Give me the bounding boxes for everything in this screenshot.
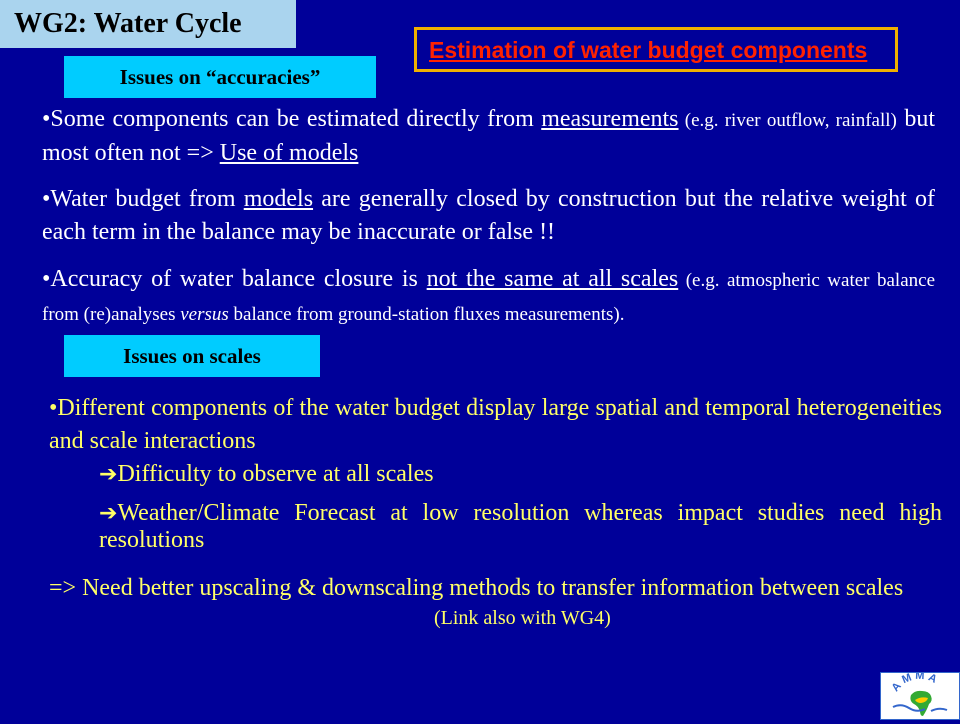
amma-logo-graphic — [881, 673, 959, 719]
models-underline: models — [243, 186, 314, 212]
slide-title: WG2: Water Cycle — [0, 0, 296, 48]
svg-text:AMMA: AMMA — [889, 673, 942, 695]
scales-sub-bullet-2: ➔Weather/Climate Forecast at low resolution whereas impact studies need high resolutions — [99, 500, 942, 553]
right-arrow-icon: ➔ — [99, 501, 118, 526]
right-arrow-icon: ➔ — [99, 462, 118, 487]
amma-logo — [880, 672, 960, 720]
accuracy-bullet-1: •Some components can be estimated directly from measurements (e.g. river outflow, rainfall) but most often not => Use of models — [42, 106, 935, 166]
scales-underline: not the same at all scales — [426, 266, 679, 292]
link-note: (Link also with WG4) — [434, 607, 611, 629]
section-label-scales: Issues on scales — [64, 335, 320, 377]
estimation-box-text: Estimation of water budget components — [429, 37, 868, 63]
measurements-underline: measurements — [541, 106, 679, 132]
accuracy-bullet-3: •Accuracy of water balance closure is not the same at all scales (e.g. atmospheric water balance from (re)analyses versus balance from ground-station fluxes measurements). — [42, 266, 935, 325]
scales-bullet-1: •Different components of the water budget display large spatial and temporal heterogeneities and scale interactions — [49, 395, 942, 454]
accuracy-bullet-2: •Water budget from models are generally closed by construction but the relative weight of each term in the balance may be inaccurate or false !! — [42, 186, 935, 245]
estimation-box — [414, 27, 898, 72]
scales-conclusion: => Need better upscaling & downscaling methods to transfer information between scales — [49, 575, 904, 601]
section-label-accuracies: Issues on “accuracies” — [64, 56, 376, 98]
scales-sub-bullet-1: ➔Difficulty to observe at all scales — [99, 461, 434, 487]
use-of-models-underline: Use of models — [219, 140, 359, 166]
